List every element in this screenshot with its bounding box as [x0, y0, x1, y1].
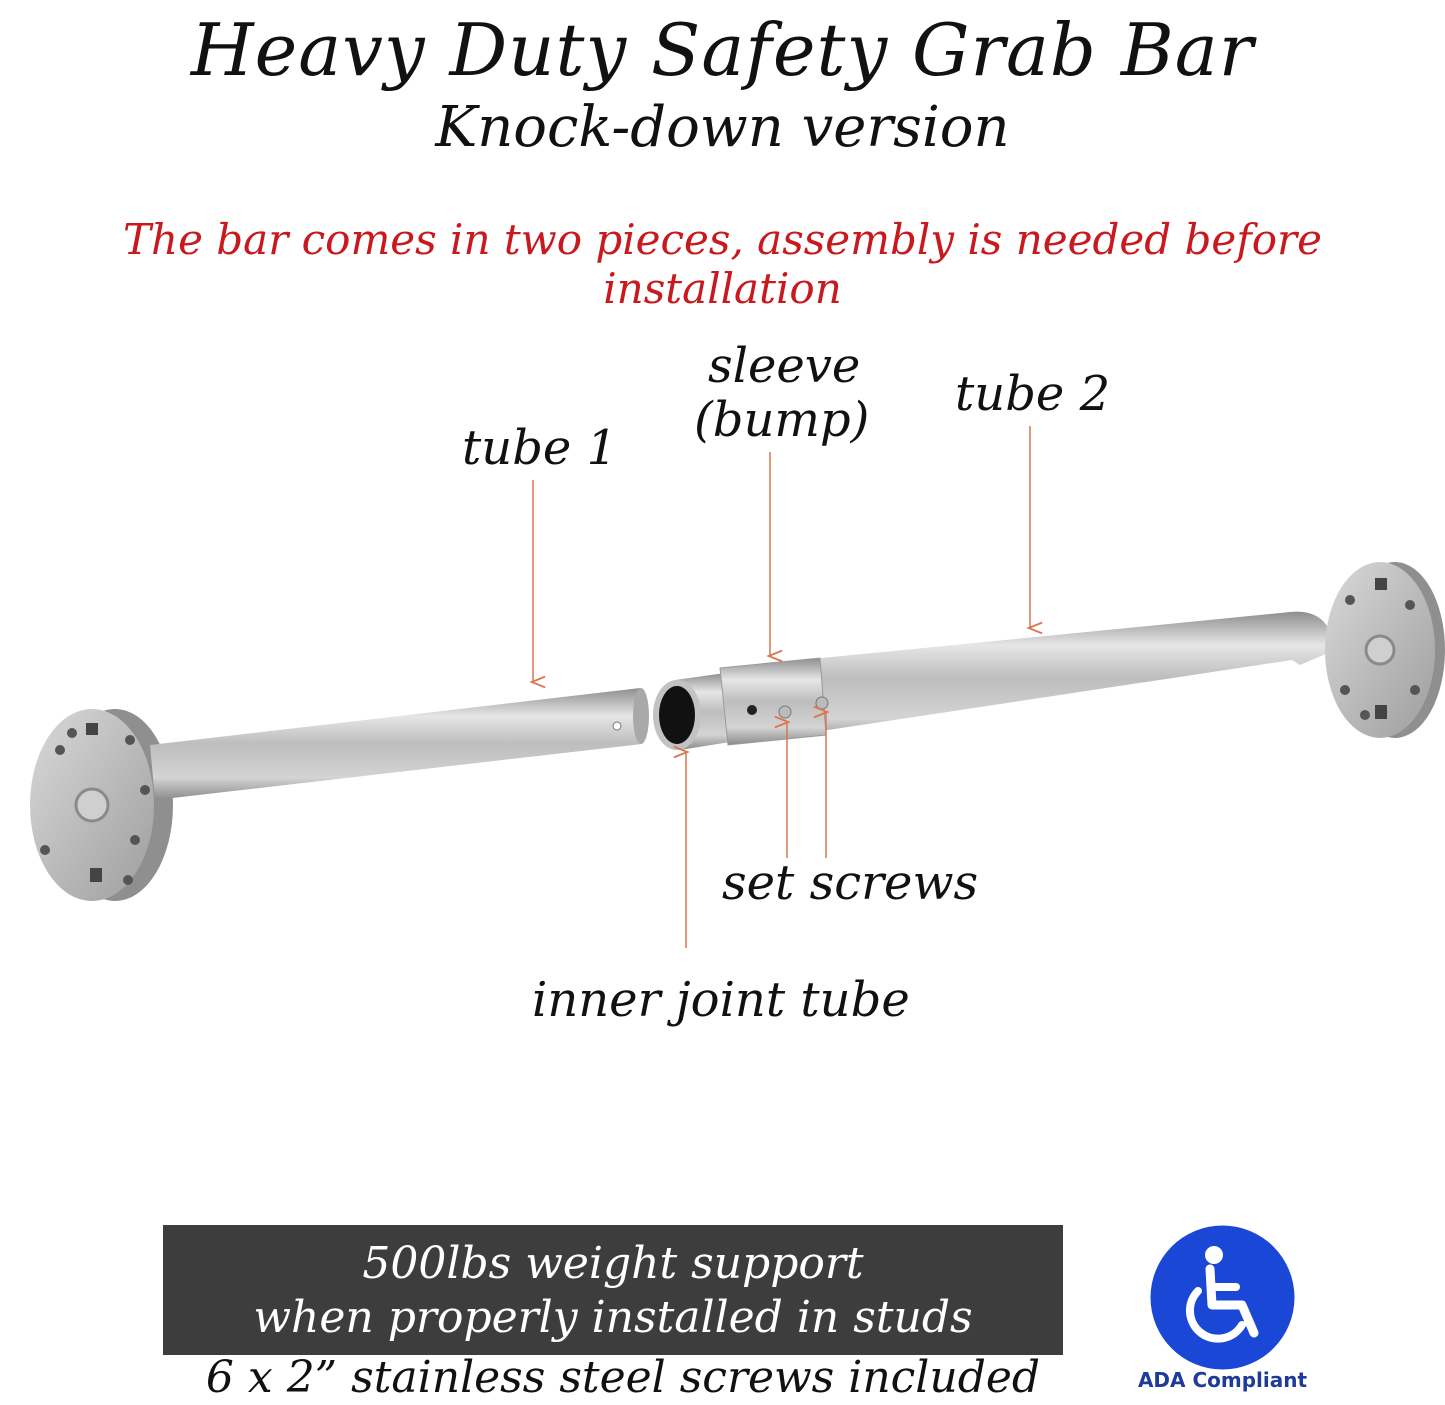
label-tube-2: tube 2 [955, 366, 1111, 422]
label-bump: (bump) [694, 392, 870, 448]
wheelchair-icon [1150, 1225, 1295, 1370]
label-set-screws: set screws [722, 855, 979, 911]
banner-line-2: when properly installed in studs [253, 1292, 973, 1343]
banner-line-1: 500lbs weight support [362, 1238, 864, 1289]
inner-joint-tube [653, 673, 730, 750]
tube-2 [720, 612, 1335, 745]
assembly-note: The bar comes in two pieces, assembly is needed before installation [123, 215, 1322, 313]
weight-support-banner [163, 1225, 1063, 1355]
tube-1 [150, 688, 649, 800]
label-inner-joint-tube: inner joint tube [532, 972, 910, 1028]
left-mounting-plate [30, 709, 173, 901]
page-title: Heavy Duty Safety Grab Bar [190, 8, 1255, 92]
ada-compliant-label: ADA Compliant [1137, 1368, 1308, 1392]
label-sleeve: sleeve [708, 338, 861, 394]
label-tube-1: tube 1 [462, 420, 618, 476]
right-mounting-plate [1325, 562, 1445, 738]
page-subtitle: Knock-down version [435, 95, 1010, 160]
screws-included-note: 6 x 2” stainless steel screws included [205, 1352, 1041, 1403]
